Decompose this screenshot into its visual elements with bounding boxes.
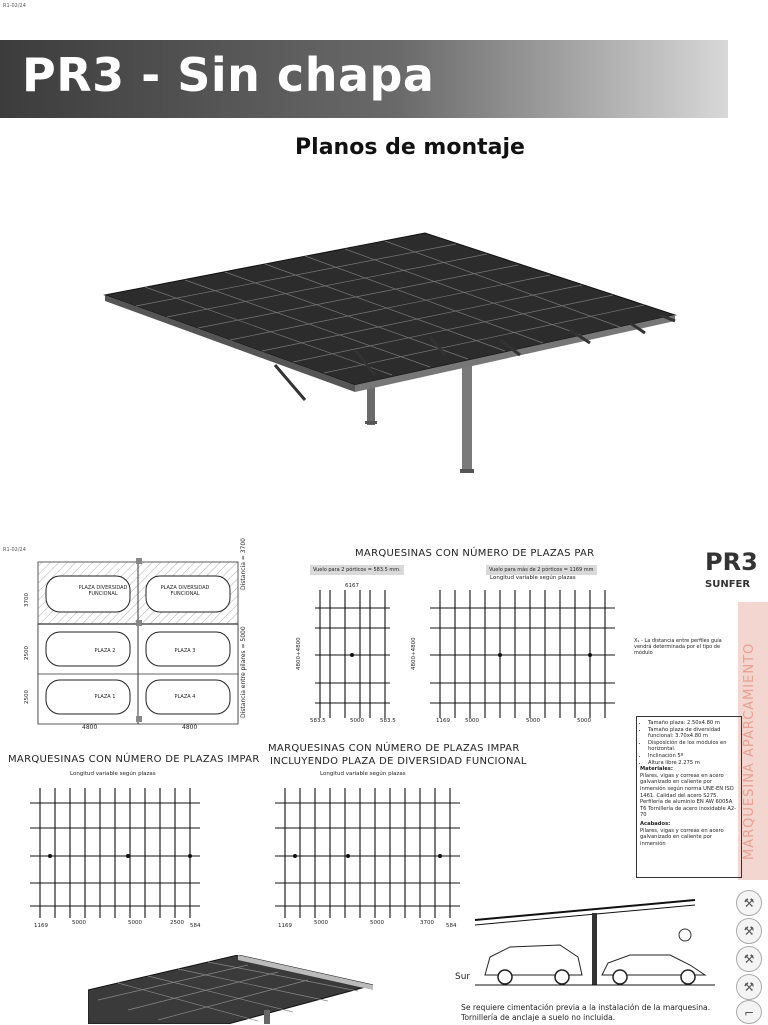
canopy-3d-illustration — [100, 225, 680, 480]
dim-label: 5000 — [72, 920, 86, 926]
dim-label: 584 — [446, 923, 457, 929]
maker-logo: SUNFER — [705, 579, 751, 590]
dim-label: 583.5 — [310, 718, 326, 724]
page-tag: R1-02/24 — [3, 3, 26, 9]
dim-label: 583.5 — [380, 718, 396, 724]
dim-label: 5000 — [350, 718, 364, 724]
page-tag-mid: R1-02/24 — [3, 547, 26, 553]
note-vuelo-more: Vuelo para más de 2 pórticos = 1169 mm — [486, 565, 597, 575]
dim-label: 1169 — [278, 923, 292, 929]
acabados-text: Pilares, vigas y correas en acero galvanizado en caliente por inmersión — [640, 827, 724, 847]
spec-item: • Tamaño plaza: 2.50x4.80 m — [648, 720, 738, 727]
materiales-text: Pilares, vigas y correas en acero galvanizado en caliente por inmersión según norma UNE-EN ISO 1461. Calidad del acero S275. Perfilería de aluminio EN AW 6005A T6 Tornillería de acero inoxidable A2-70 — [640, 772, 737, 819]
wrench-icon: ⚒ — [736, 890, 762, 916]
dim-label: 3700 — [420, 920, 434, 926]
materiales-label: Materiales: — [640, 766, 673, 773]
note-vuelo-2: Vuelo para 2 pórticos = 583.5 mm. — [310, 565, 404, 575]
dim-label: 5000 — [314, 920, 328, 926]
longitud-label: Longitud variable según plazas — [490, 575, 576, 581]
section-title-impar-div-1: MARQUESINAS CON NÚMERO DE PLAZAS IMPAR — [268, 743, 520, 754]
section-title-par: MARQUESINAS CON NÚMERO DE PLAZAS PAR — [355, 548, 595, 559]
plaza-label: PLAZA 3 — [174, 648, 196, 654]
acabados-label: Acabados: — [640, 820, 671, 827]
dim-label: 5000 — [526, 718, 540, 724]
dim-label: 5000 — [577, 718, 591, 724]
dim-label: 5000 — [465, 718, 479, 724]
note-xi: X₁ - La distancia entre perfiles guía vendrá determinada por el tipo de módulo — [634, 638, 722, 656]
dim-label: 5000 — [128, 920, 142, 926]
wrench-icon: ⚒ — [736, 918, 762, 944]
dim-label: Distancia entre pilares = 5000 — [240, 626, 247, 718]
installation-note — [461, 1003, 710, 1023]
plaza-label: PLAZA 1 — [94, 694, 116, 700]
longitud-label: Longitud variable según plazas — [320, 771, 406, 777]
wrench-icon: ⚒ — [736, 946, 762, 972]
canopy-3d-partial — [88, 955, 378, 1024]
dim-label: 1169 — [436, 718, 450, 724]
dim-label: 4800 — [182, 724, 198, 731]
dim-label: 4800+4800 — [296, 637, 302, 670]
plaza-label: PLAZA 2 — [94, 648, 116, 654]
specs-box — [636, 716, 742, 878]
hook-icon: ⌐ — [736, 1000, 762, 1024]
dim-label: 6167 — [345, 583, 359, 589]
plaza-label: PLAZA DIVERSIDAD FUNCIONAL — [160, 585, 210, 597]
longitud-label: Longitud variable según plazas — [70, 771, 156, 777]
caption-line-1: Se requiere cimentación previa a la instalación de la marquesina. — [461, 1003, 711, 1012]
dim-label: 3700 — [24, 593, 30, 607]
side-label: MARQUESINA APARCAMIENTO — [742, 642, 757, 860]
dim-label: Distancia = 3700 — [240, 538, 247, 590]
parking-plan-diagram — [14, 556, 254, 732]
plaza-label: PLAZA 4 — [174, 694, 196, 700]
section-title-impar: MARQUESINAS CON NÚMERO DE PLAZAS IMPAR — [8, 754, 260, 765]
dim-label: 584 — [190, 923, 201, 929]
side-elevation-view — [470, 895, 730, 995]
section-title-impar-div-2: INCLUYENDO PLAZA DE DIVERSIDAD FUNCIONAL — [270, 756, 527, 767]
frame-plan-par — [300, 578, 630, 728]
dim-label: 4800 — [82, 724, 98, 731]
plaza-label: PLAZA DIVERSIDAD FUNCIONAL — [78, 585, 128, 597]
dim-label: 2500 — [170, 920, 184, 926]
frame-plan-impar — [10, 778, 470, 923]
section-subtitle: Planos de montaje — [295, 135, 525, 160]
dim-label: 5000 — [370, 920, 384, 926]
dim-label: 2500 — [24, 690, 30, 704]
sur-label: Sur — [455, 972, 471, 982]
spec-item: • Inclinación 5º — [648, 753, 738, 760]
caption-line-2: Tornillería de anclaje a suelo no incluida. — [461, 1013, 616, 1022]
dim-label: 4800+4800 — [411, 637, 417, 670]
dim-label: 2500 — [24, 646, 30, 660]
spec-item: • Tamaño plaza de diversidad funcional: 3.70x4.80 m — [648, 727, 738, 740]
wrench-icon: ⚒ — [736, 974, 762, 1000]
page-title: PR3 - Sin chapa — [22, 48, 435, 102]
spec-item: • Disposición de los módulos en horizontal. — [648, 740, 738, 753]
spec-item: • Altura libre 2.275 m — [648, 760, 738, 767]
dim-label: 1169 — [34, 923, 48, 929]
brand-logo: PR3 — [705, 548, 758, 576]
